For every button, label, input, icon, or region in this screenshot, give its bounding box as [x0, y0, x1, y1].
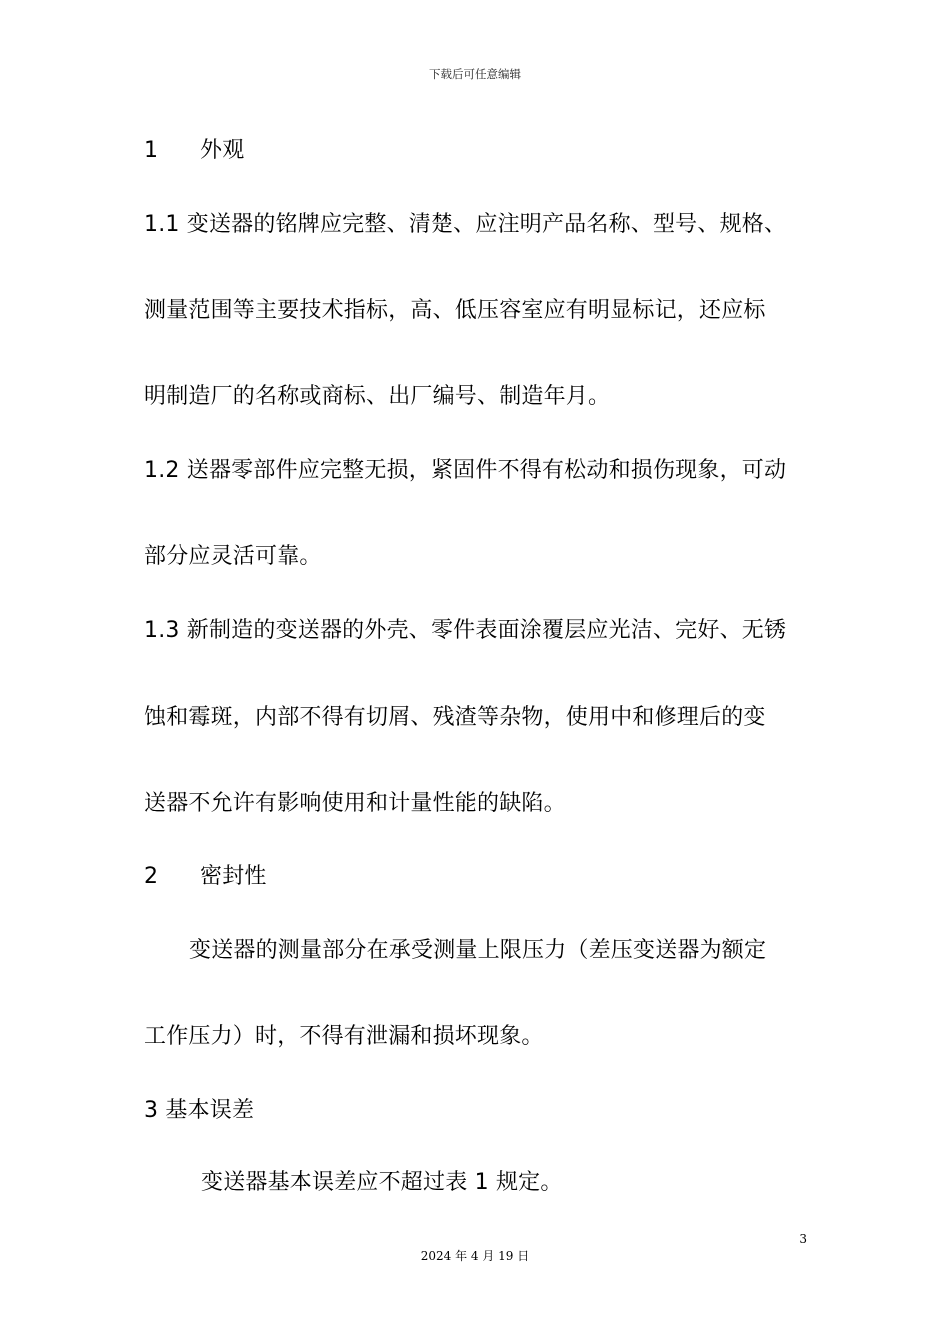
- page-header: 下载后可任意编辑: [429, 67, 521, 81]
- paragraph-1-1-line-3: 明制造厂的名称或商标、出厂编号、制造年月。: [144, 384, 611, 409]
- paragraph-2-line-1: 变送器的测量部分在承受测量上限压力（差压变送器为额定: [189, 938, 767, 963]
- paragraph-1-1-line-1: 1.1 变送器的铭牌应完整、清楚、应注明产品名称、型号、规格、: [144, 212, 787, 237]
- paragraph-2-line-2: 工作压力）时，不得有泄漏和损坏现象。: [144, 1024, 544, 1049]
- section-heading-basic-error: 3 基本误差: [144, 1098, 255, 1123]
- page-footer-date: 2024 年 4 月 19 日: [420, 1249, 530, 1263]
- paragraph-1-2-line-1: 1.2 送器零部件应完整无损，紧固件不得有松动和损伤现象，可动: [144, 458, 787, 483]
- paragraph-1-3-line-1: 1.3 新制造的变送器的外壳、零件表面涂覆层应光洁、完好、无锈: [144, 618, 787, 643]
- paragraph-1-3-line-2: 蚀和霉斑，内部不得有切屑、残渣等杂物，使用中和修理后的变: [144, 705, 766, 730]
- paragraph-3-line-1: 变送器基本误差应不超过表 1 规定。: [201, 1170, 563, 1195]
- paragraph-1-3-line-3: 送器不允许有影响使用和计量性能的缺陷。: [144, 791, 566, 816]
- section-number: 2: [144, 864, 159, 889]
- section-title: 密封性: [200, 864, 267, 889]
- paragraph-1-2-line-2: 部分应灵活可靠。: [144, 544, 322, 569]
- page-number: 3: [799, 1232, 807, 1246]
- paragraph-1-1-line-2: 测量范围等主要技术指标，高、低压容室应有明显标记，还应标: [144, 298, 766, 323]
- section-number: 1: [144, 138, 159, 163]
- section-heading-appearance: [144, 136, 244, 166]
- section-title: 外观: [200, 138, 245, 163]
- section-heading-sealing: [144, 862, 267, 892]
